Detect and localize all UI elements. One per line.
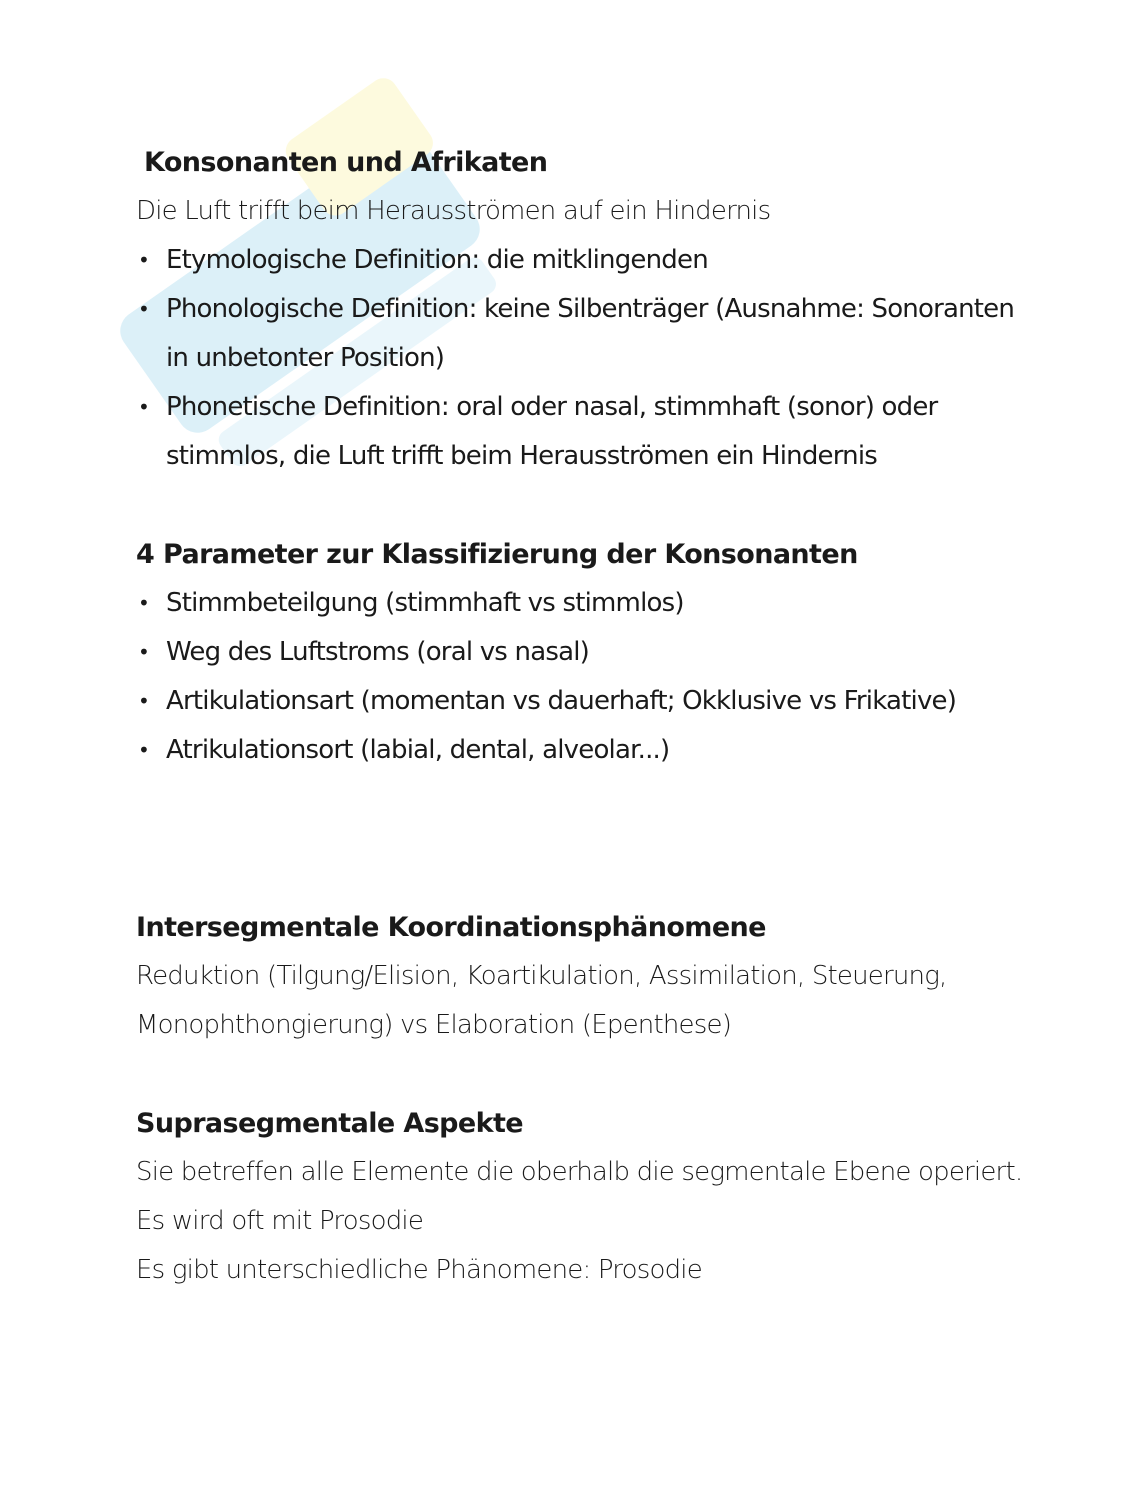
bullet-icon: •: [138, 248, 149, 272]
list-parameter: [136, 579, 1036, 775]
section-parameter: [136, 530, 1036, 775]
list-item: • Atrikulationsort (labial, dental, alveolar...): [136, 726, 1036, 775]
section-suprasegmentale: [136, 1099, 1036, 1295]
section-konsonanten: [136, 138, 1036, 481]
bullet-icon: •: [138, 297, 149, 321]
bullet-icon: •: [138, 689, 149, 713]
intro-konsonanten: Die Luft trifft beim Herausströmen auf ein Hindernis: [136, 196, 771, 226]
heading-suprasegmentale: Suprasegmentale Aspekte: [136, 1108, 523, 1139]
text-line: Reduktion (Tilgung/Elision, Koartikulation, Assimilation, Steuerung,: [136, 961, 947, 991]
bullet-icon: •: [138, 395, 149, 419]
text-line: Monophthongierung) vs Elaboration (Epenthese): [136, 1010, 732, 1040]
bullet-icon: •: [138, 591, 149, 615]
list-item: • Etymologische Definition: die mitklingenden: [136, 236, 1036, 285]
bullet-icon: •: [138, 640, 149, 664]
text-line: Sie betreffen alle Elemente die oberhalb die segmentale Ebene operiert.: [136, 1157, 1023, 1187]
list-konsonanten-definitions: [136, 236, 1036, 481]
bullet-icon: •: [138, 738, 149, 762]
text-line: Es wird oft mit Prosodie: [136, 1206, 424, 1236]
list-item: • Weg des Luftstroms (oral vs nasal): [136, 628, 1036, 677]
list-item: • Artikulationsart (momentan vs dauerhaft; Okklusive vs Frikative): [136, 677, 1036, 726]
list-item: • Phonetische Definition: oral oder nasal, stimmhaft (sonor) oder stimmlos, die Luft trifft beim Herausströmen ein Hindernis: [136, 383, 1036, 481]
text-line: Es gibt unterschiedliche Phänomene: Prosodie: [136, 1255, 702, 1285]
list-item: • Stimmbeteilgung (stimmhaft vs stimmlos): [136, 579, 1036, 628]
heading-konsonanten: Konsonanten und Afrikaten: [144, 147, 548, 178]
heading-parameter: 4 Parameter zur Klassifizierung der Konsonanten: [136, 539, 858, 570]
section-intersegmentale: [136, 903, 1036, 1050]
heading-intersegmentale: Intersegmentale Koordinationsphänomene: [136, 912, 766, 943]
list-item: • Phonologische Definition: keine Silbenträger (Ausnahme: Sonoranten in unbetonter Position): [136, 285, 1036, 383]
document-page: [136, 138, 1036, 1295]
